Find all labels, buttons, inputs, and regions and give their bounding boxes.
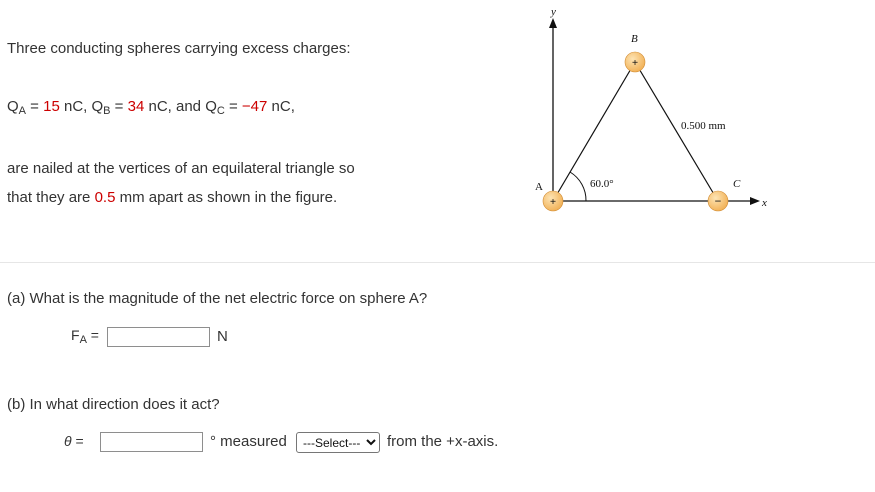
problem-intro: Three conducting spheres carrying excess charges: bbox=[7, 40, 351, 57]
qc-equals: = bbox=[224, 98, 242, 115]
angle-arc bbox=[570, 172, 586, 201]
qb-equals: = bbox=[110, 98, 128, 115]
fa-equals: = bbox=[86, 327, 99, 343]
qb-unit: nC, and bbox=[144, 98, 206, 115]
part-a-question: (a) What is the magnitude of the net electric force on sphere A? bbox=[7, 290, 428, 307]
distance-value: 0.5 bbox=[94, 189, 116, 206]
theta-equals: = bbox=[71, 433, 84, 449]
problem-line2-post: mm apart as shown in the figure. bbox=[115, 189, 338, 206]
qc-symbol: Q bbox=[205, 98, 217, 115]
direction-select[interactable] bbox=[296, 432, 380, 453]
part-b-question: (b) In what direction does it act? bbox=[7, 396, 220, 413]
fa-label bbox=[71, 327, 99, 346]
y-axis-arrowhead bbox=[549, 18, 557, 28]
side-length-label: 0.500 mm bbox=[681, 120, 726, 132]
qb-subscript: B bbox=[103, 105, 111, 117]
vertex-a-label: A bbox=[535, 181, 543, 193]
qa-unit: nC, bbox=[59, 98, 92, 115]
theta-symbol: θ bbox=[64, 433, 72, 449]
section-divider bbox=[0, 262, 875, 263]
qa-symbol: Q bbox=[7, 98, 19, 115]
y-axis-label: y bbox=[551, 6, 556, 18]
fa-input[interactable] bbox=[107, 327, 210, 347]
angle-label: 60.0° bbox=[590, 178, 614, 190]
sphere-c-sign: − bbox=[714, 194, 722, 208]
problem-line2-pre: that they are bbox=[7, 189, 95, 206]
qb-value: 34 bbox=[127, 98, 145, 115]
fa-unit: N bbox=[217, 328, 228, 345]
x-axis-label: x bbox=[762, 197, 767, 209]
problem-line1: are nailed at the vertices of an equilateral triangle so bbox=[7, 160, 355, 177]
qa-subscript: A bbox=[18, 105, 27, 117]
qa-value: 15 bbox=[43, 98, 60, 115]
vertex-c-label: C bbox=[733, 178, 741, 190]
sphere-a-sign: + bbox=[549, 196, 557, 208]
qc-subscript: C bbox=[216, 105, 225, 117]
qc-value: −47 bbox=[241, 98, 268, 115]
fa-subscript: A bbox=[79, 334, 87, 346]
direction-suffix: from the +x-axis. bbox=[387, 433, 499, 450]
qa-equals: = bbox=[26, 98, 44, 115]
theta-label bbox=[64, 433, 84, 449]
vertex-b-label: B bbox=[631, 33, 638, 45]
sphere-b-sign: + bbox=[631, 57, 639, 69]
theta-input[interactable] bbox=[100, 432, 203, 452]
qb-symbol: Q bbox=[91, 98, 104, 115]
qc-unit: nC, bbox=[267, 98, 295, 115]
fa-symbol: F bbox=[71, 327, 80, 343]
measured-text: ° measured bbox=[210, 433, 287, 450]
x-axis-arrowhead bbox=[750, 197, 760, 205]
